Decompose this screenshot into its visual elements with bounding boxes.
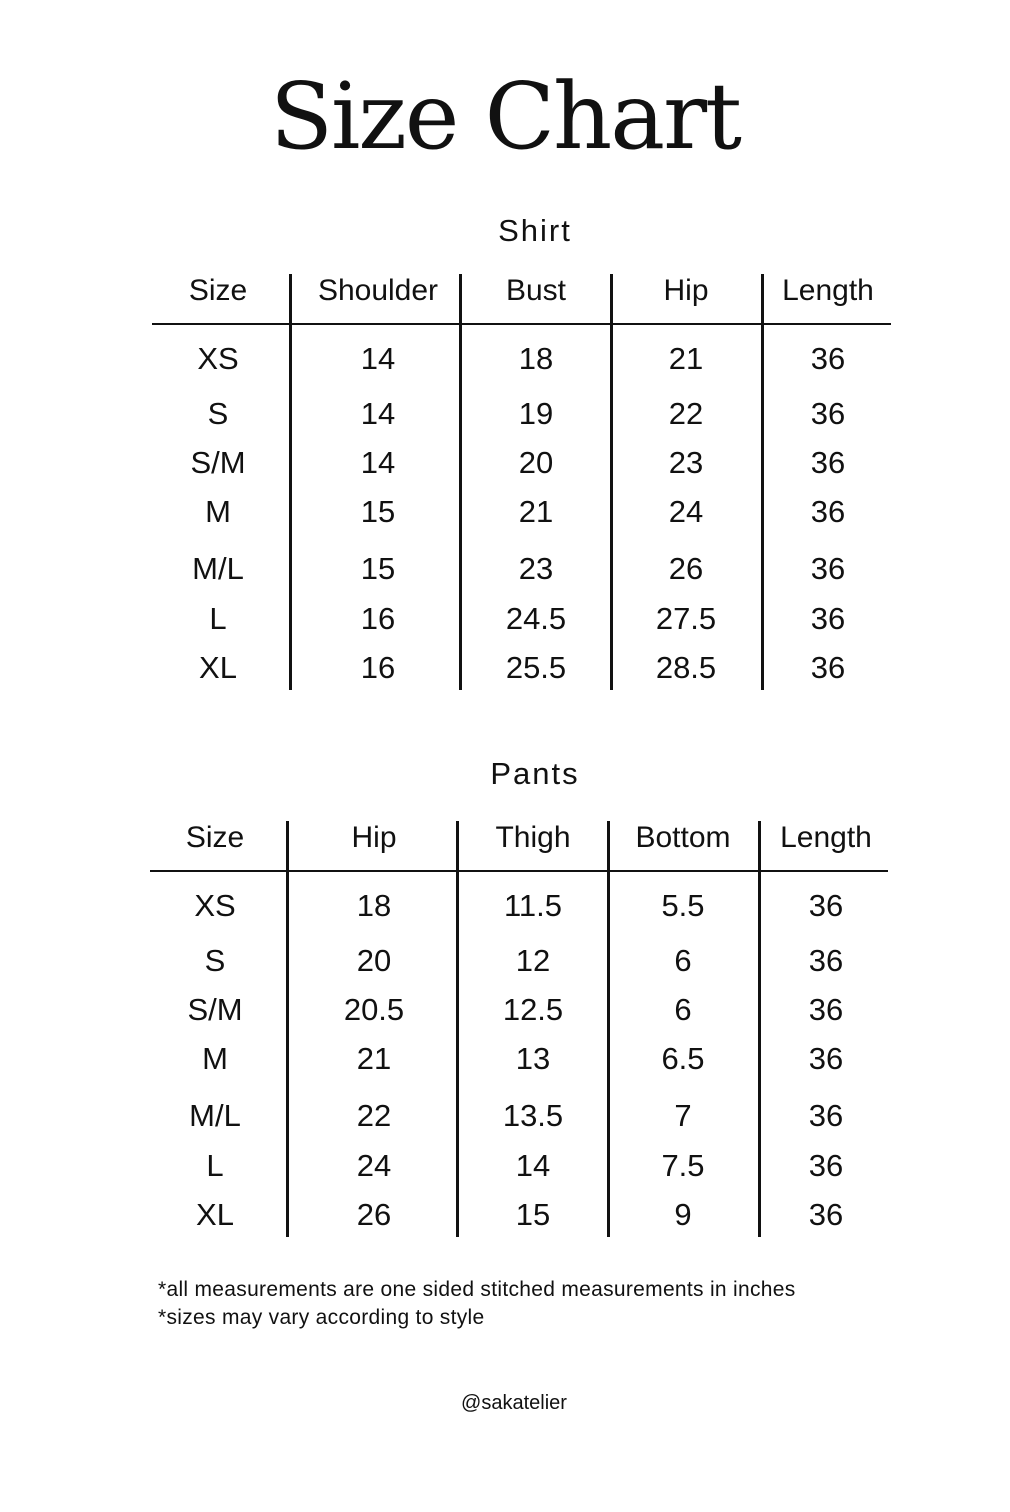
shirt-cell: 28.5 bbox=[655, 650, 717, 685]
shirt-cell: 24 bbox=[668, 494, 704, 529]
social-handle: @sakatelier bbox=[461, 1392, 567, 1414]
shirt-cell: 36 bbox=[810, 445, 846, 480]
pants-cell: 36 bbox=[808, 1041, 844, 1076]
pants-cell: 18 bbox=[356, 888, 392, 923]
pants-cell: 36 bbox=[808, 1148, 844, 1183]
pants-cell: S bbox=[204, 943, 226, 978]
pants-cell: 5.5 bbox=[661, 888, 705, 923]
pants-cell: 13.5 bbox=[502, 1098, 564, 1133]
shirt-cell: M/L bbox=[192, 551, 244, 586]
shirt-header-shoulder: Shoulder bbox=[317, 274, 439, 307]
footnote-sizes: *sizes may vary according to style bbox=[158, 1306, 485, 1329]
pants-section-title: Pants bbox=[490, 756, 580, 791]
shirt-cell: M bbox=[205, 494, 231, 529]
pants-cell: 36 bbox=[808, 1098, 844, 1133]
pants-cell: 12 bbox=[515, 943, 551, 978]
shirt-cell: 16 bbox=[360, 650, 396, 685]
shirt-header-bust: Bust bbox=[505, 274, 567, 307]
shirt-cell: 36 bbox=[810, 341, 846, 376]
shirt-cell: 14 bbox=[360, 445, 396, 480]
shirt-header-size: Size bbox=[188, 274, 248, 307]
pants-cell: 26 bbox=[356, 1197, 392, 1232]
pants-cell: 36 bbox=[808, 992, 844, 1027]
pants-cell: 6 bbox=[674, 943, 692, 978]
footnote-measurements: *all measurements are one sided stitched measurements in inches bbox=[158, 1278, 796, 1301]
pants-cell: 13 bbox=[515, 1041, 551, 1076]
shirt-section-title: Shirt bbox=[498, 213, 572, 248]
pants-cell: XS bbox=[194, 888, 236, 923]
pants-cell: 9 bbox=[674, 1197, 692, 1232]
shirt-cell: 14 bbox=[360, 341, 396, 376]
shirt-cell: 36 bbox=[810, 551, 846, 586]
shirt-cell: 21 bbox=[518, 494, 554, 529]
pants-cell: XL bbox=[196, 1197, 234, 1232]
shirt-cell: 20 bbox=[518, 445, 554, 480]
pants-cell: 20.5 bbox=[343, 992, 405, 1027]
pants-cell: 6 bbox=[674, 992, 692, 1027]
pants-header-thigh: Thigh bbox=[495, 821, 571, 854]
pants-cell: L bbox=[206, 1148, 224, 1183]
shirt-header-length: Length bbox=[782, 274, 874, 307]
page-title: Size Chart bbox=[269, 63, 741, 170]
shirt-cell: L bbox=[209, 601, 227, 636]
pants-cell: 7.5 bbox=[661, 1148, 705, 1183]
shirt-cell: XL bbox=[199, 650, 237, 685]
shirt-cell: 26 bbox=[668, 551, 704, 586]
shirt-cell: 36 bbox=[810, 494, 846, 529]
pants-header-hip: Hip bbox=[351, 821, 397, 854]
shirt-cell: S bbox=[207, 396, 229, 431]
shirt-cell: XS bbox=[197, 341, 239, 376]
shirt-cell: 27.5 bbox=[655, 601, 717, 636]
pants-cell: 14 bbox=[515, 1148, 551, 1183]
shirt-cell: 15 bbox=[360, 551, 396, 586]
shirt-cell: 36 bbox=[810, 650, 846, 685]
shirt-cell: 21 bbox=[668, 341, 704, 376]
pants-header-length: Length bbox=[780, 821, 872, 854]
shirt-cell: 14 bbox=[360, 396, 396, 431]
pants-cell: 22 bbox=[356, 1098, 392, 1133]
pants-cell: 11.5 bbox=[503, 888, 563, 923]
pants-cell: 6.5 bbox=[661, 1041, 705, 1076]
pants-cell: M/L bbox=[189, 1098, 241, 1133]
shirt-header-hip: Hip bbox=[663, 274, 709, 307]
shirt-cell: 24.5 bbox=[505, 601, 567, 636]
pants-cell: 36 bbox=[808, 888, 844, 923]
pants-cell: 12.5 bbox=[502, 992, 564, 1027]
pants-cell: 20 bbox=[356, 943, 392, 978]
shirt-cell: 18 bbox=[518, 341, 554, 376]
pants-cell: 36 bbox=[808, 943, 844, 978]
shirt-cell: 36 bbox=[810, 601, 846, 636]
shirt-cell: 23 bbox=[518, 551, 554, 586]
shirt-cell: 36 bbox=[810, 396, 846, 431]
pants-cell: 15 bbox=[515, 1197, 551, 1232]
pants-header-size: Size bbox=[185, 821, 245, 854]
pants-cell: 21 bbox=[356, 1041, 392, 1076]
shirt-cell: 15 bbox=[360, 494, 396, 529]
pants-cell: 36 bbox=[808, 1197, 844, 1232]
shirt-cell: 23 bbox=[668, 445, 704, 480]
shirt-cell: 19 bbox=[518, 396, 554, 431]
shirt-cell: 22 bbox=[668, 396, 704, 431]
shirt-cell: S/M bbox=[190, 445, 246, 480]
pants-cell: 24 bbox=[356, 1148, 392, 1183]
pants-cell: M bbox=[202, 1041, 228, 1076]
shirt-cell: 25.5 bbox=[505, 650, 567, 685]
shirt-cell: 16 bbox=[360, 601, 396, 636]
pants-header-bottom: Bottom bbox=[635, 821, 731, 854]
pants-cell: S/M bbox=[187, 992, 243, 1027]
pants-header-divider bbox=[150, 870, 888, 872]
pants-cell: 7 bbox=[674, 1098, 692, 1133]
